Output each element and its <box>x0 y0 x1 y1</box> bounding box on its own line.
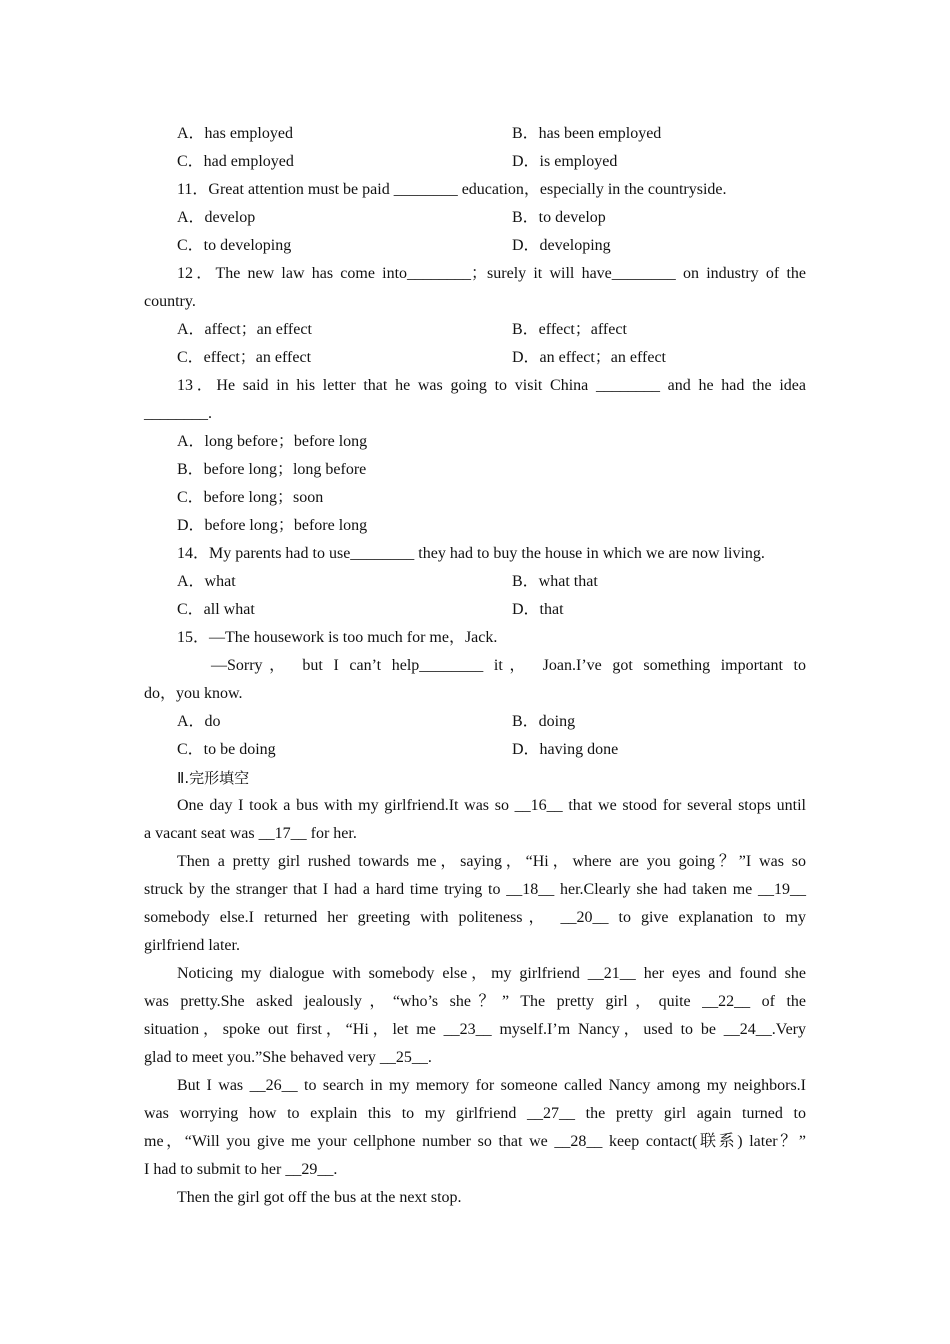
q13-option-a: A．long before；before long <box>177 433 368 450</box>
q12-option-b: B．effect；affect <box>512 321 627 338</box>
q10-option-b: B．has been employed <box>512 125 662 142</box>
q13-stem-line1: 13．He said in his letter that he was going to visit China ________ and he had the idea <box>177 377 807 394</box>
passage-p3-line1: Noticing my dialogue with somebody else，my girlfriend __21__ her eyes and found she <box>177 965 806 982</box>
passage-p2-line2: struck by the stranger that I had a hard time trying to __18__ her.Clearly she had taken me __19__ <box>144 881 806 898</box>
q14-option-a: A．what <box>177 573 236 590</box>
passage-p2-line4: girlfriend later. <box>144 937 240 954</box>
q13-option-d: D．before long；before long <box>177 517 368 534</box>
section-heading: Ⅱ.完形填空 <box>177 769 250 787</box>
q11-option-c: C．to developing <box>177 237 292 254</box>
q10-option-a: A．has employed <box>177 125 293 142</box>
q14-option-d: D．that <box>512 601 564 618</box>
q14-stem: 14．My parents had to use________ they had to buy the house in which we are now living. <box>177 545 765 562</box>
passage-p3-line3: situation，spoke out first，“Hi，let me __23__ myself.I’m Nancy，used to be __24__.Very <box>144 1021 806 1038</box>
passage-p5-line1: Then the girl got off the bus at the next stop. <box>177 1189 462 1206</box>
q13-stem-line2: ________. <box>144 405 212 422</box>
q10-option-c: C．had employed <box>177 153 294 170</box>
passage-p3-line2: was pretty.She asked jealously，“who’s she？” The pretty girl，quite __22__ of the <box>144 993 806 1010</box>
q15-option-a: A．do <box>177 713 221 730</box>
q15-option-d: D．having done <box>512 741 619 758</box>
q11-option-b: B．to develop <box>512 209 606 226</box>
q15-stem-line3: do，you know. <box>144 685 243 702</box>
passage-p2-line3: somebody else.I returned her greeting with politeness， __20__ to give explanation to my <box>144 909 806 926</box>
q11-stem: 11．Great attention must be paid ________ education，especially in the countryside. <box>177 181 727 198</box>
q15-stem-line1: 15．—The housework is too much for me，Jack. <box>177 629 498 646</box>
q14-option-b: B．what that <box>512 573 598 590</box>
passage-p4-line2: was worrying how to explain this to my girlfriend __27__ the pretty girl again turned to <box>144 1105 806 1122</box>
q13-option-c: C．before long；soon <box>177 489 324 506</box>
q12-option-a: A．affect；an effect <box>177 321 312 338</box>
q12-stem-line1: 12．The new law has come into________；surely it will have________ on industry of the <box>177 265 806 282</box>
q12-option-d: D．an effect；an effect <box>512 349 666 366</box>
q13-option-b: B．before long；long before <box>177 461 367 478</box>
q12-stem-line2: country. <box>144 293 196 310</box>
q15-option-c: C．to be doing <box>177 741 276 758</box>
q11-option-d: D．developing <box>512 237 611 254</box>
q14-option-c: C．all what <box>177 601 255 618</box>
passage-p1-line1: One day I took a bus with my girlfriend.It was so __16__ that we stood for several stops until <box>177 797 806 814</box>
passage-p3-line4: glad to meet you.”She behaved very __25__. <box>144 1049 432 1066</box>
q12-option-c: C．effect；an effect <box>177 349 312 366</box>
passage-p4-line1: But I was __26__ to search in my memory for someone called Nancy among my neighbors.I <box>177 1077 806 1094</box>
passage-p1-line2: a vacant seat was __17__ for her. <box>144 825 357 842</box>
q11-option-a: A．develop <box>177 209 256 226</box>
q15-stem-line2: —Sorry， but I can’t help________ it， Joan.I’ve got something important to <box>211 657 806 674</box>
q15-option-b: B．doing <box>512 713 576 730</box>
passage-p2-line1: Then a pretty girl rushed towards me，saying，“Hi，where are you going？”I was so <box>177 853 806 870</box>
passage-p4-line3: me，“Will you give me your cellphone number so that we __28__ keep contact(联系) later？” <box>144 1133 806 1150</box>
passage-p4-line4: I had to submit to her __29__. <box>144 1161 338 1178</box>
q10-option-d: D．is employed <box>512 153 618 170</box>
